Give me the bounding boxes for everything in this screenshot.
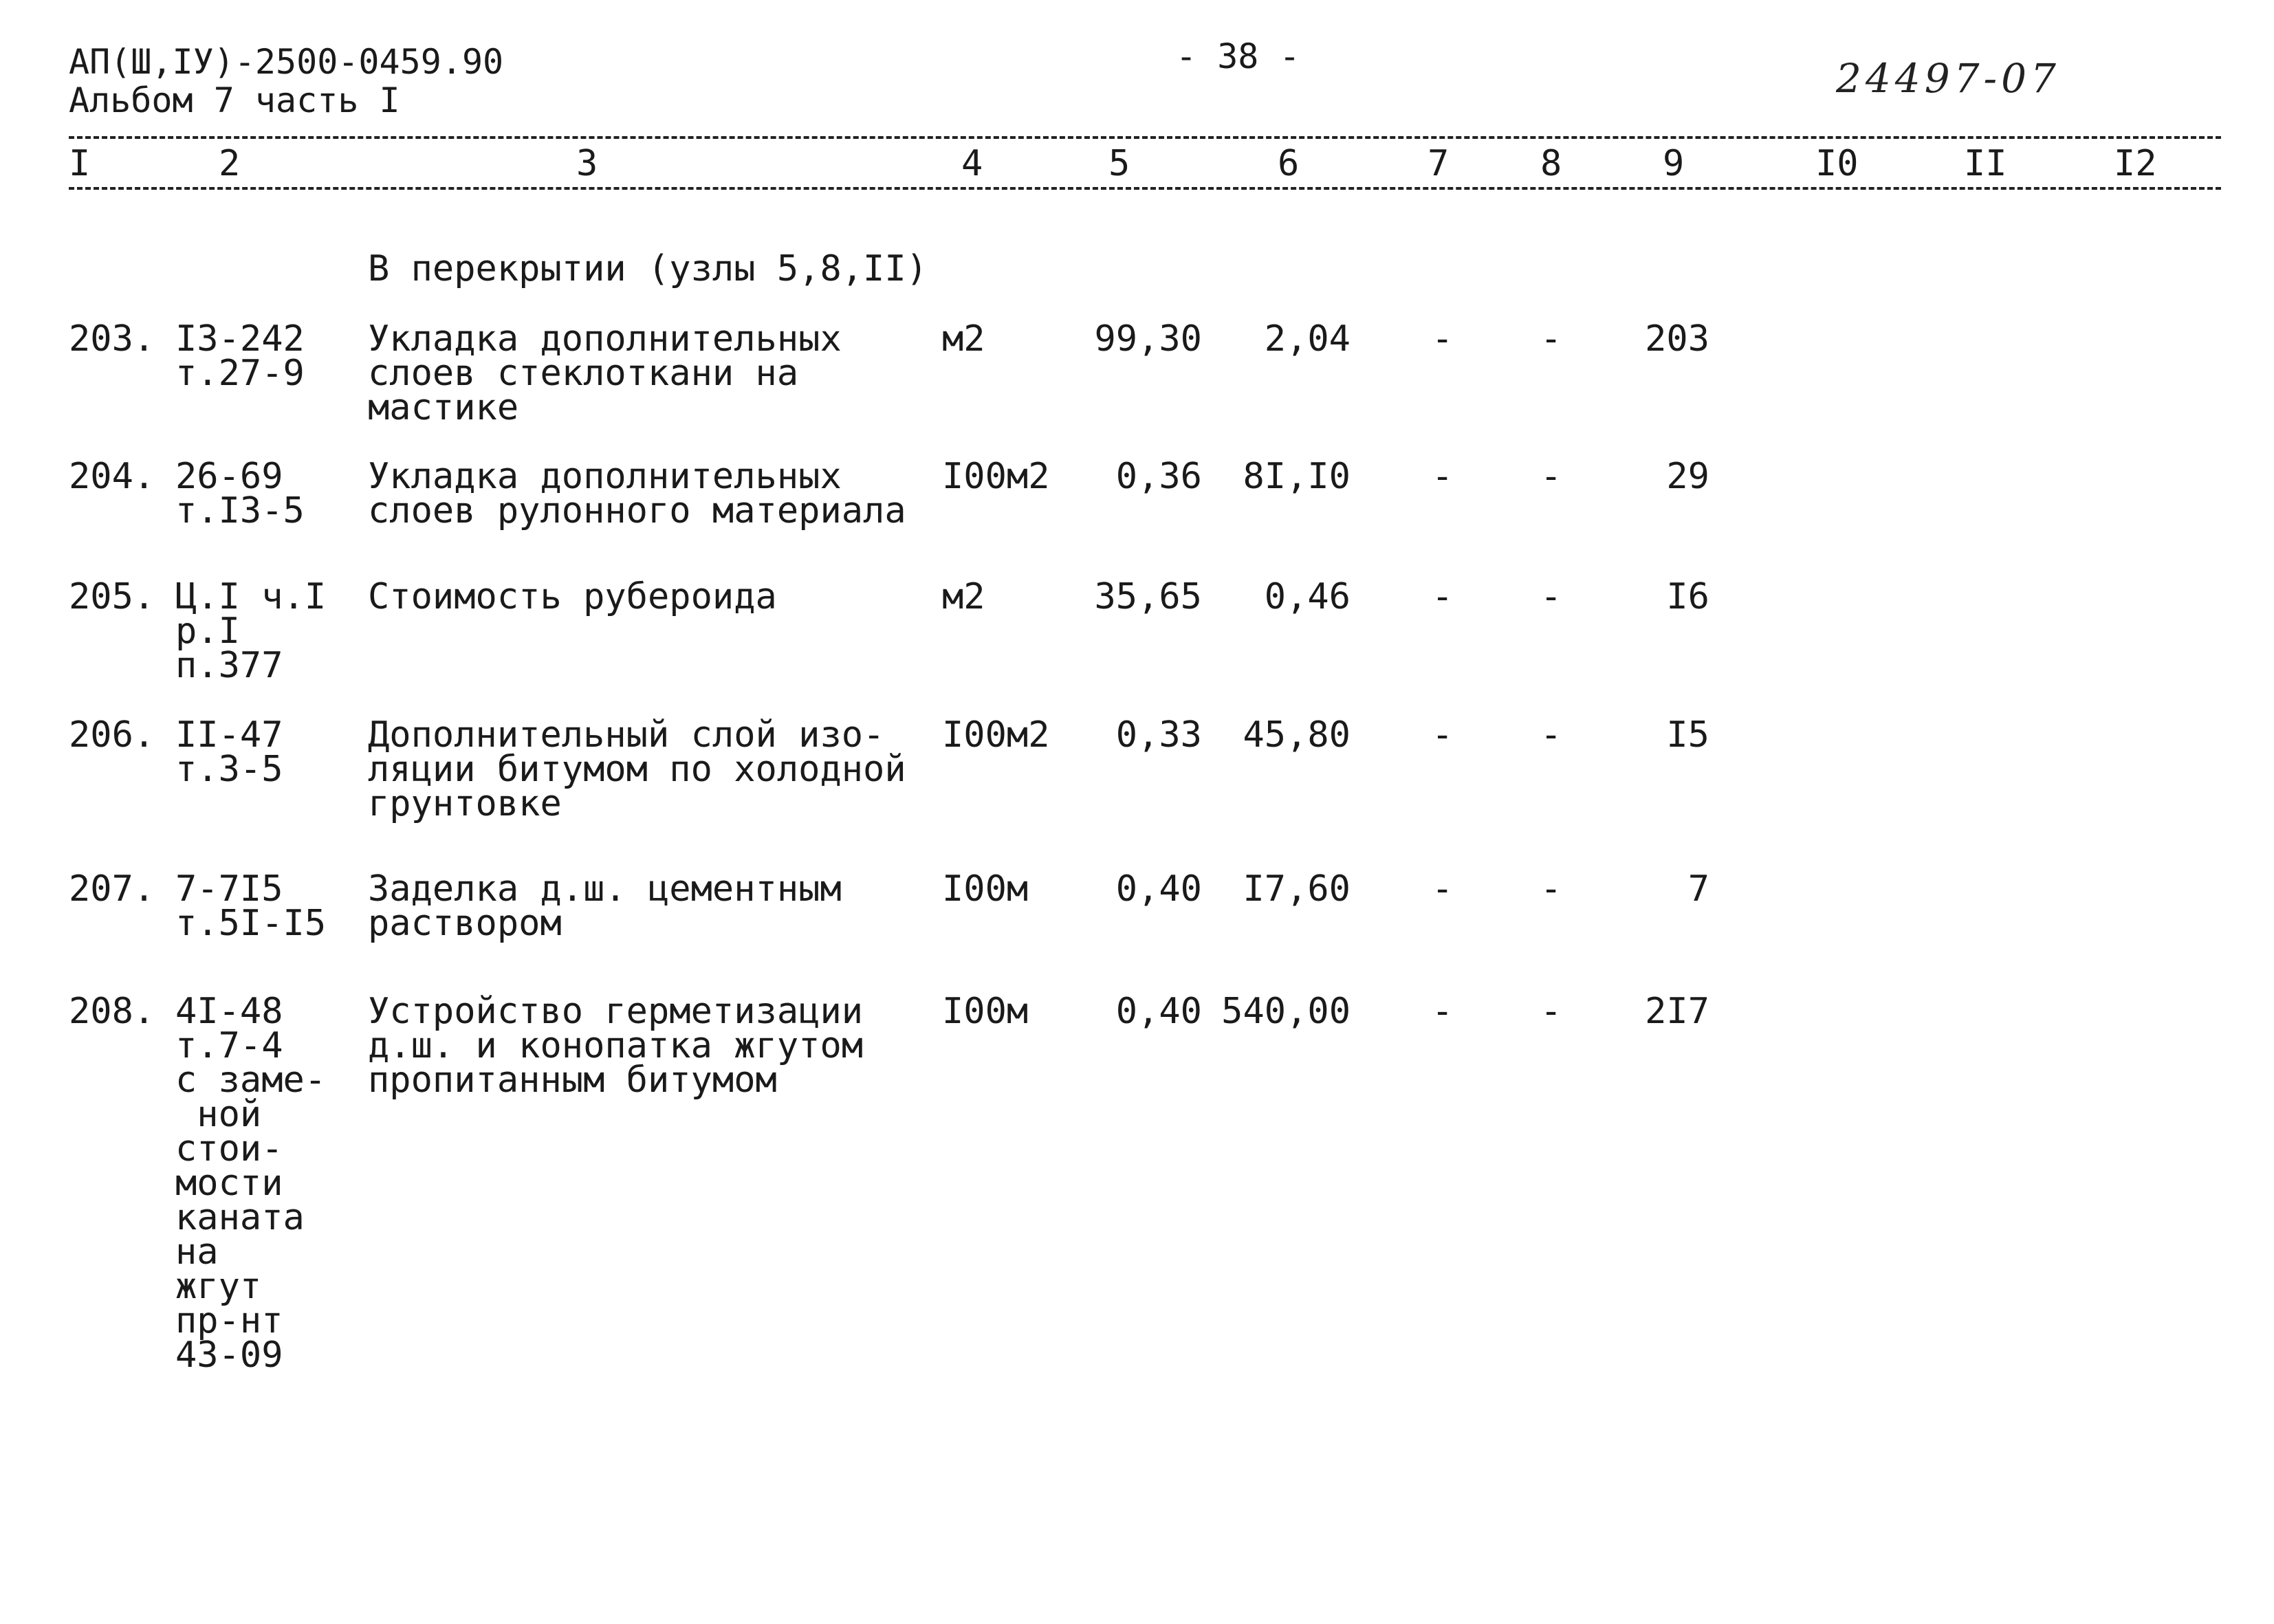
quantity: 35,65 <box>1094 576 1202 617</box>
unit-price: 8I,I0 <box>1243 456 1351 497</box>
norm-code-line: 43-09 <box>175 1335 283 1376</box>
work-description-line: раствором <box>368 903 562 944</box>
norm-code-line: т.27-9 <box>175 353 305 394</box>
column-header-8: 8 <box>1540 143 1562 184</box>
quantity: 0,40 <box>1115 868 1202 910</box>
album-part: Альбом 7 часть I <box>69 80 400 120</box>
row-number: 204. <box>69 456 155 497</box>
norm-code-line: жгут <box>175 1266 262 1307</box>
unit-of-measure: I00м2 <box>942 714 1050 756</box>
work-description-line: пропитанным битумом <box>368 1060 777 1101</box>
column-header-5: 5 <box>1108 143 1130 184</box>
norm-code-line: т.3-5 <box>175 749 283 790</box>
unit-price: I7,60 <box>1243 868 1351 910</box>
work-description-line: Стоимость рубероида <box>368 576 777 617</box>
row-number: 203. <box>69 318 155 360</box>
handwritten-number: 24497-07 <box>1836 55 2060 102</box>
unit-price: 45,80 <box>1243 714 1351 756</box>
total-cost: I6 <box>1666 576 1709 617</box>
column-7-value: - <box>1432 868 1454 910</box>
work-description-line: Укладка дополнительных <box>368 318 842 360</box>
quantity: 0,40 <box>1115 991 1202 1032</box>
norm-code-line: т.7-4 <box>175 1025 283 1066</box>
column-8-value: - <box>1540 456 1562 497</box>
unit-price: 2,04 <box>1264 318 1351 360</box>
column-7-value: - <box>1432 714 1454 756</box>
unit-of-measure: I00м <box>942 868 1029 910</box>
norm-code-line: мости <box>175 1163 283 1204</box>
unit-price: 0,46 <box>1264 576 1351 617</box>
unit-of-measure: м2 <box>942 318 985 360</box>
column-header-10: I0 <box>1815 143 1859 184</box>
work-description-line: д.ш. и конопатка жгутом <box>368 1025 864 1066</box>
header-rule-top <box>69 136 2221 139</box>
norm-code-line: п.377 <box>175 645 283 686</box>
norm-code-line: ной <box>175 1094 262 1135</box>
work-description-line: ляции битумом по холодной <box>368 749 906 790</box>
work-description-line: Дополнительный слой изо- <box>368 714 885 756</box>
norm-code-line: II-47 <box>175 714 283 756</box>
norm-code-line: пр-нт <box>175 1300 283 1341</box>
column-7-value: - <box>1432 576 1454 617</box>
column-header-9: 9 <box>1663 143 1685 184</box>
unit-of-measure: I00м <box>942 991 1029 1032</box>
page-number: - 38 - <box>1176 36 1300 76</box>
unit-price: 540,00 <box>1221 991 1351 1032</box>
norm-code-line: 7-7I5 <box>175 868 283 910</box>
work-description-line: Заделка д.ш. цементным <box>368 868 842 910</box>
document-code: АП(Ш,IУ)-2500-0459.90 <box>69 42 504 82</box>
column-header-4: 4 <box>961 143 983 184</box>
norm-code-line: стои- <box>175 1128 283 1170</box>
column-7-value: - <box>1432 456 1454 497</box>
norm-code-line: т.I3-5 <box>175 490 305 531</box>
total-cost: 29 <box>1666 456 1709 497</box>
column-8-value: - <box>1540 576 1562 617</box>
row-number: 207. <box>69 868 155 910</box>
work-description-line: грунтовке <box>368 783 562 824</box>
norm-code-line: с заме- <box>175 1060 327 1101</box>
work-description-line: слоев рулонного материала <box>368 490 906 531</box>
column-header-6: 6 <box>1278 143 1300 184</box>
norm-code-line: 4I-48 <box>175 991 283 1032</box>
norm-code-line: на <box>175 1231 219 1273</box>
work-description-line: Устройство герметизации <box>368 991 864 1032</box>
column-header-7: 7 <box>1428 143 1450 184</box>
quantity: 0,36 <box>1115 456 1202 497</box>
column-header-2: 2 <box>219 143 241 184</box>
total-cost: 7 <box>1687 868 1709 910</box>
unit-of-measure: м2 <box>942 576 985 617</box>
column-8-value: - <box>1540 318 1562 360</box>
norm-code-line: р.I <box>175 611 240 652</box>
norm-code-line: Ц.I ч.I <box>175 576 327 617</box>
norm-code-line: т.5I-I5 <box>175 903 327 944</box>
work-description-line: Укладка дополнительных <box>368 456 842 497</box>
row-number: 208. <box>69 991 155 1032</box>
header-rule-bottom <box>69 187 2221 190</box>
column-8-value: - <box>1540 868 1562 910</box>
norm-code-line: 26-69 <box>175 456 283 497</box>
column-header-12: I2 <box>2114 143 2157 184</box>
total-cost: 2I7 <box>1645 991 1709 1032</box>
norm-code-line: каната <box>175 1197 305 1238</box>
norm-code-line: I3-242 <box>175 318 305 360</box>
row-number: 205. <box>69 576 155 617</box>
column-7-value: - <box>1432 318 1454 360</box>
column-8-value: - <box>1540 991 1562 1032</box>
row-number: 206. <box>69 714 155 756</box>
work-description-line: слоев стеклоткани на <box>368 353 799 394</box>
total-cost: 203 <box>1645 318 1709 360</box>
column-header-11: II <box>1964 143 2007 184</box>
column-7-value: - <box>1432 991 1454 1032</box>
column-header-3: 3 <box>576 143 598 184</box>
section-title: В перекрытии (узлы 5,8,II) <box>368 248 928 289</box>
total-cost: I5 <box>1666 714 1709 756</box>
work-description-line: мастике <box>368 387 519 428</box>
quantity: 99,30 <box>1094 318 1202 360</box>
column-header-1: I <box>69 143 91 184</box>
unit-of-measure: I00м2 <box>942 456 1050 497</box>
column-8-value: - <box>1540 714 1562 756</box>
quantity: 0,33 <box>1115 714 1202 756</box>
